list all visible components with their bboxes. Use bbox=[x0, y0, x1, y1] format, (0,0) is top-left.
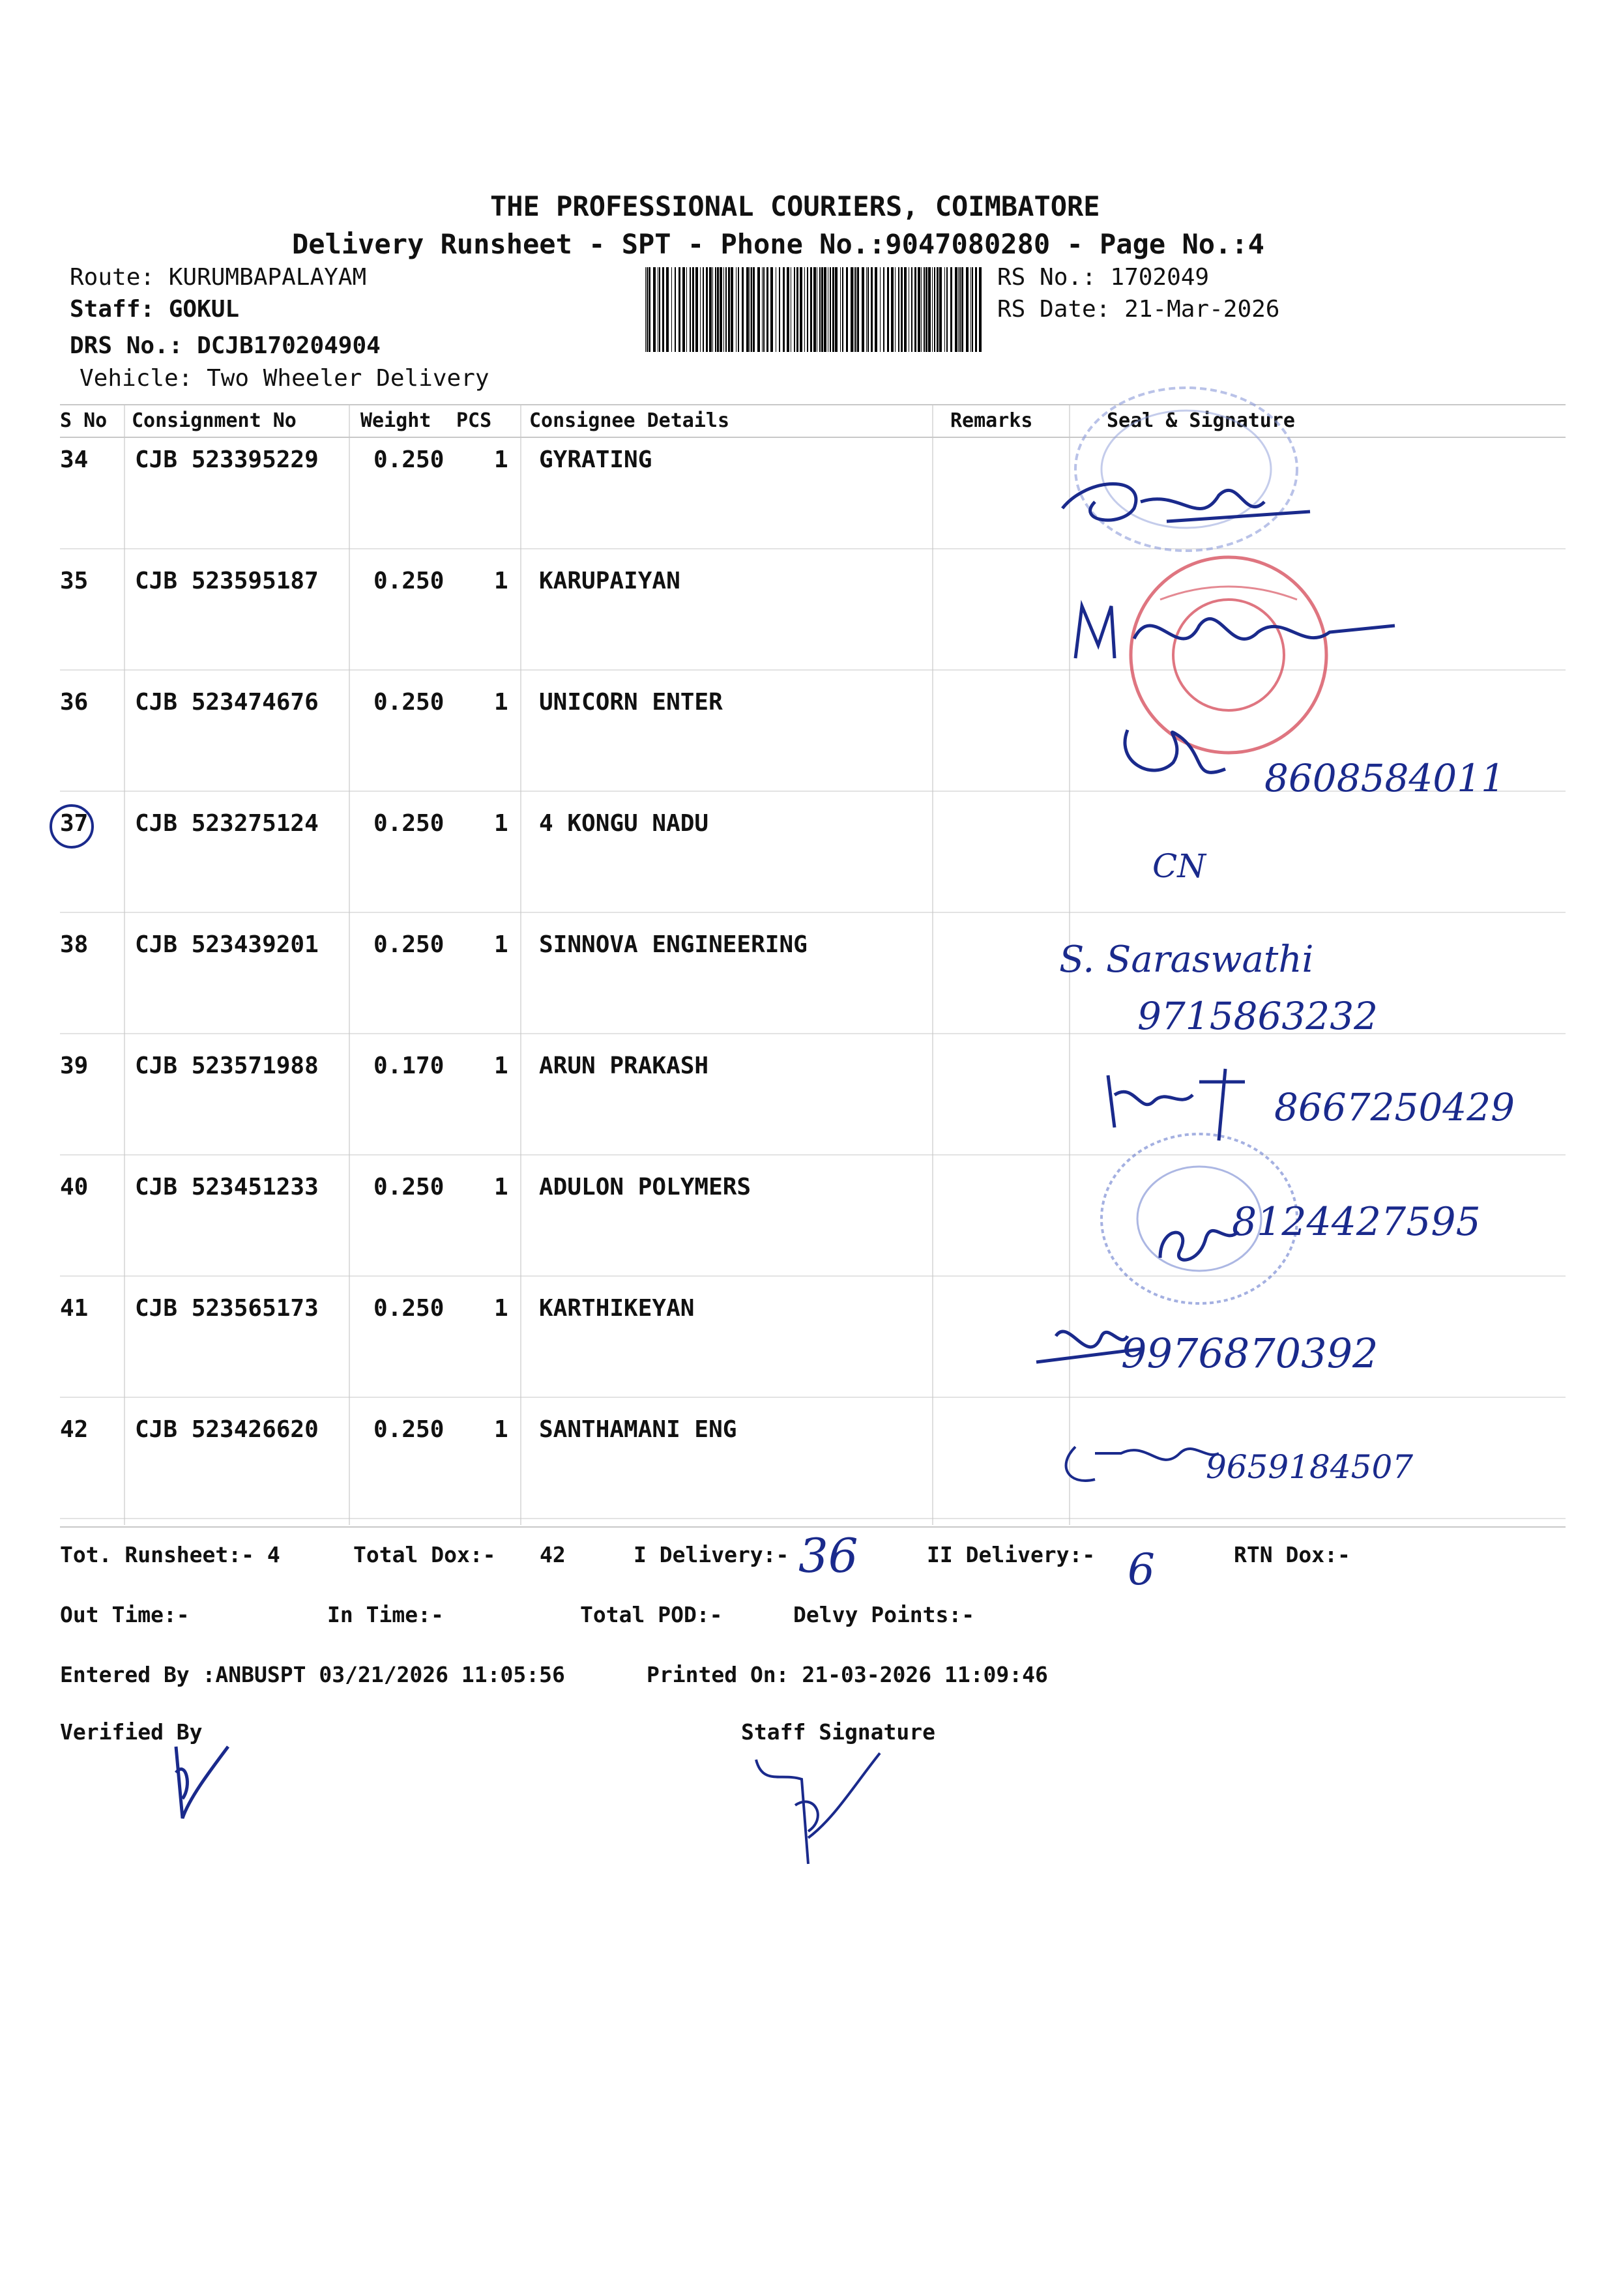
row-pcs: 1 bbox=[494, 1053, 508, 1079]
barcode-bar bbox=[911, 267, 912, 352]
column-rule bbox=[349, 404, 350, 1525]
column-rule bbox=[932, 404, 933, 1525]
in-time-label: In Time:- bbox=[327, 1602, 444, 1627]
barcode-bar bbox=[807, 267, 808, 352]
barcode-bar bbox=[813, 267, 816, 352]
row-consignment: CJB 523474676 bbox=[135, 689, 319, 716]
row-weight: 0.170 bbox=[373, 1053, 445, 1079]
tot-runsheet: Tot. Runsheet:- 4 bbox=[60, 1542, 280, 1567]
barcode-bar bbox=[678, 267, 680, 352]
col-header-remarks: Remarks bbox=[950, 409, 1033, 432]
barcode-bar bbox=[950, 267, 952, 352]
row-weight: 0.250 bbox=[373, 931, 445, 958]
ii-delivery-label: II Delivery:- bbox=[927, 1542, 1096, 1567]
barcode-bar bbox=[857, 267, 859, 352]
barcode-bar bbox=[653, 267, 656, 352]
barcode-bar bbox=[796, 267, 798, 352]
entered-by: Entered By :ANBUSPT 03/21/2026 11:05:56 bbox=[60, 1662, 565, 1687]
row-divider bbox=[60, 1397, 1566, 1398]
row-pcs: 1 bbox=[494, 1295, 508, 1322]
barcode-bar bbox=[961, 267, 963, 352]
row-sno: 37 bbox=[60, 810, 89, 837]
barcode-bar bbox=[939, 267, 942, 352]
barcode-bar bbox=[686, 267, 687, 352]
barcode-bar bbox=[883, 267, 884, 352]
barcode-bar bbox=[700, 267, 701, 352]
col-header-consignee: Consignee Details bbox=[529, 409, 730, 432]
signature-row36 bbox=[1115, 710, 1238, 808]
barcode-bar bbox=[937, 267, 939, 352]
barcode-bar bbox=[821, 267, 823, 352]
row-sno: 36 bbox=[60, 689, 89, 716]
row-weight: 0.250 bbox=[373, 810, 445, 837]
row-sno: 40 bbox=[60, 1174, 89, 1200]
row-sno: 34 bbox=[60, 446, 89, 473]
barcode-bar bbox=[868, 267, 869, 352]
row-consignee: 4 KONGU NADU bbox=[539, 810, 709, 837]
row36-phone-handwritten: 8608584011 bbox=[1264, 756, 1506, 800]
barcode-bar bbox=[946, 267, 948, 352]
column-rule bbox=[124, 404, 125, 1525]
runsheet-subtitle: Delivery Runsheet - SPT - Phone No.:9047080280 - Page No.:4 bbox=[292, 228, 1264, 260]
printed-on: Printed On: 21-03-2026 11:09:46 bbox=[647, 1662, 1048, 1687]
barcode-bar bbox=[736, 267, 737, 352]
barcode-bar bbox=[846, 267, 848, 352]
barcode-bar bbox=[891, 267, 894, 352]
row-weight: 0.250 bbox=[373, 1416, 445, 1443]
barcode-bar bbox=[921, 267, 922, 352]
barcode-bar bbox=[944, 267, 945, 352]
barcode-bar bbox=[794, 267, 795, 352]
barcode-bar bbox=[904, 267, 907, 352]
barcode-bar bbox=[757, 267, 760, 352]
i-delivery-handwritten: 36 bbox=[798, 1528, 858, 1583]
barcode-bar bbox=[762, 267, 763, 352]
row-consignee: ARUN PRAKASH bbox=[539, 1053, 709, 1079]
barcode-bar bbox=[842, 267, 843, 352]
barcode-bar bbox=[731, 267, 733, 352]
signature-row34 bbox=[1049, 450, 1323, 547]
barcode-bar bbox=[804, 267, 805, 352]
signature-row35 bbox=[1069, 587, 1408, 684]
row-weight: 0.250 bbox=[373, 689, 445, 716]
row38-phone-handwritten: 9715863232 bbox=[1137, 994, 1378, 1038]
delvy-points-label: Delvy Points:- bbox=[793, 1602, 975, 1627]
barcode-bar bbox=[895, 267, 896, 352]
barcode-bar bbox=[690, 267, 691, 352]
barcode-bar bbox=[682, 267, 685, 352]
total-pod-label: Total POD:- bbox=[580, 1602, 723, 1627]
barcode-bar bbox=[975, 267, 977, 352]
row38-name-handwritten: S. Saraswathi bbox=[1059, 938, 1314, 981]
row-consignment: CJB 523571988 bbox=[135, 1053, 319, 1079]
barcode-bar bbox=[959, 267, 961, 352]
barcode-bar bbox=[914, 267, 916, 352]
vehicle-label: Vehicle: Two Wheeler Delivery bbox=[80, 365, 489, 392]
col-header-consignment: Consignment No bbox=[132, 409, 297, 432]
row-consignee: ADULON POLYMERS bbox=[539, 1174, 751, 1200]
total-dox-label: Total Dox:- bbox=[353, 1542, 496, 1567]
signature-row40 bbox=[1154, 1206, 1245, 1277]
i-delivery-label: I Delivery:- bbox=[634, 1542, 789, 1567]
row-weight: 0.250 bbox=[373, 568, 445, 594]
row-consignment: CJB 523451233 bbox=[135, 1174, 319, 1200]
barcode-bar bbox=[800, 267, 802, 352]
barcode-bar bbox=[970, 267, 971, 352]
barcode-bar bbox=[770, 267, 773, 352]
row-consignee: KARUPAIYAN bbox=[539, 568, 680, 594]
signature-staff bbox=[743, 1734, 899, 1877]
row-consignee: SINNOVA ENGINEERING bbox=[539, 931, 808, 958]
barcode-bar bbox=[779, 267, 780, 352]
row-sno: 42 bbox=[60, 1416, 89, 1443]
barcode-bar bbox=[717, 267, 719, 352]
barcode-bar bbox=[979, 267, 982, 352]
barcode-bar bbox=[666, 267, 669, 352]
row-consignment: CJB 523565173 bbox=[135, 1295, 319, 1322]
row-consignee: UNICORN ENTER bbox=[539, 689, 723, 716]
header-rule bbox=[60, 404, 1566, 405]
barcode-bar bbox=[810, 267, 812, 352]
barcode-bar bbox=[695, 267, 698, 352]
barcode-bar bbox=[703, 267, 704, 352]
barcode-bar bbox=[830, 267, 831, 352]
row-consignee: GYRATING bbox=[539, 446, 652, 473]
barcode-bar bbox=[926, 267, 927, 352]
verified-by-label: Verified By bbox=[60, 1719, 203, 1745]
footer-rule bbox=[60, 1526, 1566, 1528]
row-weight: 0.250 bbox=[373, 1295, 445, 1322]
barcode-bar bbox=[871, 267, 873, 352]
row-pcs: 1 bbox=[494, 931, 508, 958]
barcode-bar bbox=[832, 267, 834, 352]
row41-phone-handwritten: 9976870392 bbox=[1121, 1330, 1378, 1377]
barcode-bar bbox=[715, 267, 716, 352]
barcode-bar bbox=[671, 267, 672, 352]
barcode-bar bbox=[862, 267, 864, 352]
barcode-bar bbox=[934, 267, 935, 352]
signature-row42 bbox=[1056, 1427, 1225, 1499]
row39-phone-handwritten: 8667250429 bbox=[1274, 1085, 1515, 1129]
row-consignee: KARTHIKEYAN bbox=[539, 1295, 695, 1322]
row-pcs: 1 bbox=[494, 810, 508, 837]
barcode-bar bbox=[955, 267, 957, 352]
barcode-bar bbox=[840, 267, 841, 352]
barcode-bar bbox=[866, 267, 867, 352]
barcode-bar bbox=[924, 267, 925, 352]
row-pcs: 1 bbox=[494, 568, 508, 594]
header-rule bbox=[60, 437, 1566, 438]
row-consignment: CJB 523426620 bbox=[135, 1416, 319, 1443]
barcode-bar bbox=[753, 267, 755, 352]
barcode-bar bbox=[763, 267, 765, 352]
barcode-bar bbox=[932, 267, 933, 352]
barcode-bar bbox=[649, 267, 650, 352]
barcode-bar bbox=[887, 267, 889, 352]
row-divider bbox=[60, 1275, 1566, 1277]
ii-delivery-handwritten: 6 bbox=[1128, 1545, 1155, 1595]
barcode-bar bbox=[746, 267, 749, 352]
rs-date: RS Date: 21-Mar-2026 bbox=[997, 296, 1280, 323]
col-header-pcs: PCS bbox=[456, 409, 492, 432]
barcode-bar bbox=[966, 267, 969, 352]
barcode-bar bbox=[675, 267, 676, 352]
row-divider bbox=[60, 548, 1566, 549]
rtn-dox-label: RTN Dox:- bbox=[1234, 1542, 1350, 1567]
row-pcs: 1 bbox=[494, 689, 508, 716]
row-divider bbox=[60, 912, 1566, 913]
row-pcs: 1 bbox=[494, 1174, 508, 1200]
barcode-bar bbox=[720, 267, 722, 352]
rs-number: RS No.: 1702049 bbox=[997, 264, 1210, 291]
barcode-bar bbox=[855, 267, 856, 352]
barcode-bar bbox=[742, 267, 744, 352]
row-divider bbox=[60, 1518, 1566, 1519]
barcode-bar bbox=[766, 267, 768, 352]
barcode-bar bbox=[875, 267, 877, 352]
row-weight: 0.250 bbox=[373, 1174, 445, 1200]
row-sno: 35 bbox=[60, 568, 89, 594]
barcode-bar bbox=[706, 267, 708, 352]
barcode-bar bbox=[712, 267, 713, 352]
row-sno: 41 bbox=[60, 1295, 89, 1322]
barcode-bar bbox=[751, 267, 752, 352]
row-consignment: CJB 523595187 bbox=[135, 568, 319, 594]
row-weight: 0.250 bbox=[373, 446, 445, 473]
barcode-bar bbox=[928, 267, 931, 352]
row37-note-handwritten: CN bbox=[1152, 847, 1206, 885]
column-rule bbox=[520, 404, 521, 1525]
barcode-bar bbox=[851, 267, 853, 352]
row40-phone-handwritten: 8124427595 bbox=[1232, 1199, 1481, 1245]
barcode-bar bbox=[645, 267, 646, 352]
barcode-bar bbox=[662, 267, 664, 352]
barcode-bar bbox=[647, 267, 648, 352]
barcode-bar bbox=[835, 267, 838, 352]
barcode-bar bbox=[972, 267, 973, 352]
barcode-bar bbox=[824, 267, 826, 352]
barcode-bar bbox=[738, 267, 739, 352]
barcode-bar bbox=[880, 267, 881, 352]
out-time-label: Out Time:- bbox=[60, 1602, 190, 1627]
barcode-bar bbox=[958, 267, 959, 352]
barcode-bar bbox=[692, 267, 694, 352]
barcode-bar bbox=[725, 267, 727, 352]
barcode-bar bbox=[709, 267, 712, 352]
barcode-image bbox=[645, 267, 987, 352]
barcode-bar bbox=[723, 267, 724, 352]
row-pcs: 1 bbox=[494, 1416, 508, 1443]
barcode-bar bbox=[659, 267, 660, 352]
signature-row39 bbox=[1101, 1056, 1258, 1147]
col-header-weight: Weight bbox=[360, 409, 431, 432]
col-header-seal: Seal & Signature bbox=[1107, 409, 1295, 432]
barcode-bar bbox=[898, 267, 899, 352]
barcode-bar bbox=[901, 267, 903, 352]
row-consignment: CJB 523395229 bbox=[135, 446, 319, 473]
row37-circle-mark bbox=[47, 800, 99, 852]
barcode-bar bbox=[783, 267, 785, 352]
barcode-bar bbox=[728, 267, 730, 352]
route-label: Route: KURUMBAPALAYAM bbox=[70, 264, 367, 291]
row-sno: 38 bbox=[60, 931, 89, 958]
row-consignee: SANTHAMANI ENG bbox=[539, 1416, 737, 1443]
row-sno: 39 bbox=[60, 1053, 89, 1079]
barcode-bar bbox=[918, 267, 920, 352]
row-consignment: CJB 523439201 bbox=[135, 931, 319, 958]
total-dox-value: 42 bbox=[540, 1542, 566, 1567]
barcode-bar bbox=[819, 267, 821, 352]
row42-phone-handwritten: 9659184507 bbox=[1206, 1448, 1414, 1486]
signature-verified bbox=[156, 1734, 248, 1831]
staff-signature-label: Staff Signature bbox=[741, 1719, 936, 1745]
row-divider bbox=[60, 1154, 1566, 1155]
staff-label: Staff: GOKUL bbox=[70, 296, 240, 323]
row-pcs: 1 bbox=[494, 446, 508, 473]
company-title: THE PROFESSIONAL COURIERS, COIMBATORE bbox=[490, 190, 1100, 222]
drs-number: DRS No.: DCJB170204904 bbox=[70, 332, 381, 359]
col-header-sno: S No bbox=[60, 409, 108, 432]
row-consignment: CJB 523275124 bbox=[135, 810, 319, 837]
barcode-bar bbox=[787, 267, 789, 352]
